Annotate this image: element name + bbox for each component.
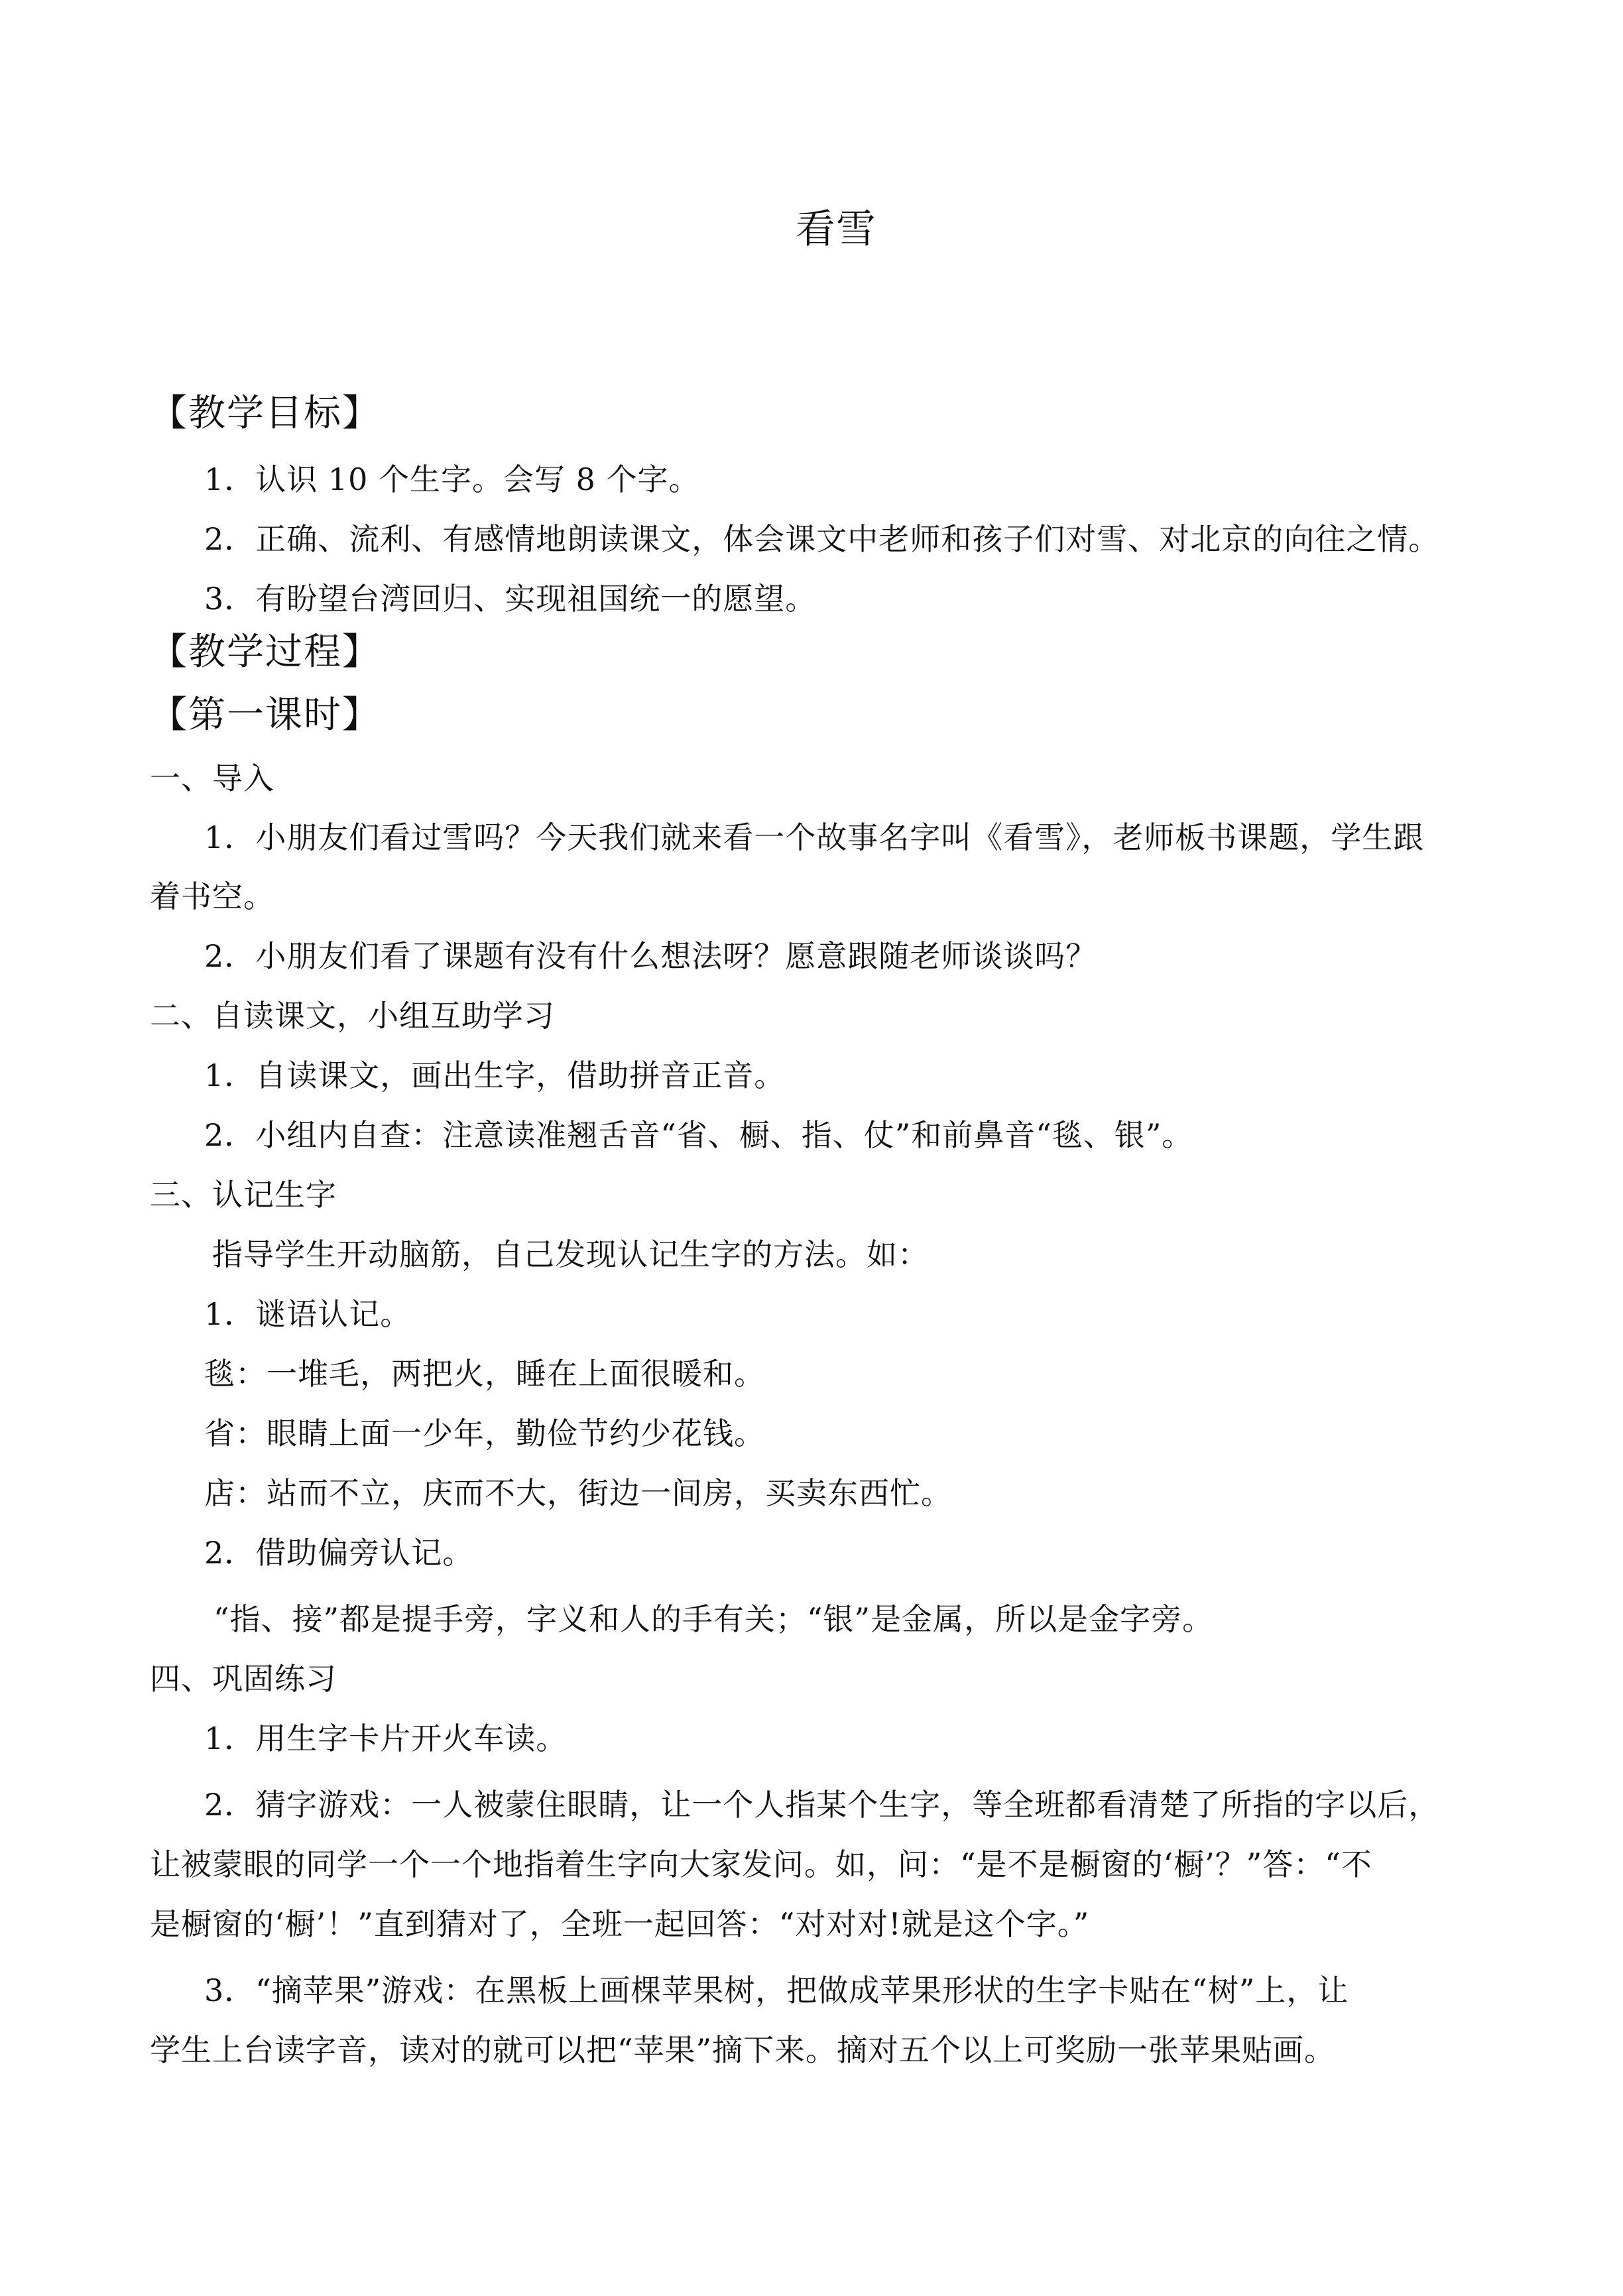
riddle-2: 省：眼睛上面一少年，勤俭节约少花钱。 (204, 1416, 765, 1451)
part4-item1: 1．用生字卡片开火车读。 (204, 1721, 568, 1756)
lesson1-heading: 【第一课时】 (150, 694, 381, 737)
part1-heading: 一、导入 (150, 760, 274, 796)
part2-item1: 1．自读课文，画出生字，借助拼音正音。 (204, 1057, 786, 1093)
radical-note: “指、接”都是提手旁，字义和人的手有关；“银”是金属，所以是金字旁。 (213, 1601, 1214, 1637)
page-title: 看雪 (796, 206, 876, 253)
objectives-heading: 【教学目标】 (150, 392, 381, 435)
objective-1: 1．认识 10 个生字。会写 8 个字。 (204, 461, 700, 497)
part3-intro: 指导学生开动脑筋，自己发现认记生字的方法。如： (212, 1237, 929, 1272)
objective-2: 2．正确、流利、有感情地朗读课文，体会课文中老师和孩子们对雪、对北京的向往之情。 (204, 521, 1440, 557)
part4-heading: 四、巩固练习 (150, 1661, 337, 1697)
process-heading: 【教学过程】 (150, 631, 381, 674)
part4-item3-line1: 3．“摘苹果”游戏：在黑板上画棵苹果树，把做成苹果形状的生字卡贴在“树”上，让 (204, 1972, 1349, 2008)
part2-heading: 二、自读课文，小组互助学习 (150, 998, 555, 1034)
part4-item2-line1: 2．猜字游戏：一人被蒙住眼睛，让一个人指某个生字，等全班都看清楚了所指的字以后， (204, 1787, 1440, 1823)
part1-item2: 2．小朋友们看了课题有没有什么想法呀？愿意跟随老师谈谈吗？ (204, 938, 1097, 974)
part4-item2-line3: 是橱窗的‘橱’！”直到猜对了，全班一起回答：“对对对!就是这个字。” (150, 1906, 1090, 1942)
part1-item1-line1: 1．小朋友们看过雪吗？今天我们就来看一个故事名字叫《看雪》，老师板书课题，学生跟 (204, 819, 1425, 855)
part2-item2: 2．小组内自查：注意读准翘舌音“省、橱、指、仗”和前鼻音“毯、银”。 (204, 1117, 1193, 1153)
part4-item2-line2: 让被蒙眼的同学一个一个地指着生字向大家发问。如，问：“是不是橱窗的‘橱’？”答：“不 (150, 1846, 1372, 1882)
riddle-3: 店：站而不立，庆而不大，街边一间房，买卖东西忙。 (204, 1475, 952, 1511)
part1-item1-line2: 着书空。 (150, 878, 274, 914)
part3-heading: 三、认记生字 (150, 1177, 337, 1213)
objective-3: 3．有盼望台湾回归、实现祖国统一的愿望。 (204, 581, 817, 617)
riddle-1: 毯：一堆毛，两把火，睡在上面很暖和。 (204, 1356, 765, 1392)
part3-item1: 1．谜语认记。 (204, 1296, 412, 1332)
part3-item2: 2．借助偏旁认记。 (204, 1535, 474, 1571)
part4-item3-line2: 学生上台读字音，读对的就可以把“苹果”摘下来。摘对五个以上可奖励一张苹果贴画。 (150, 2032, 1336, 2068)
